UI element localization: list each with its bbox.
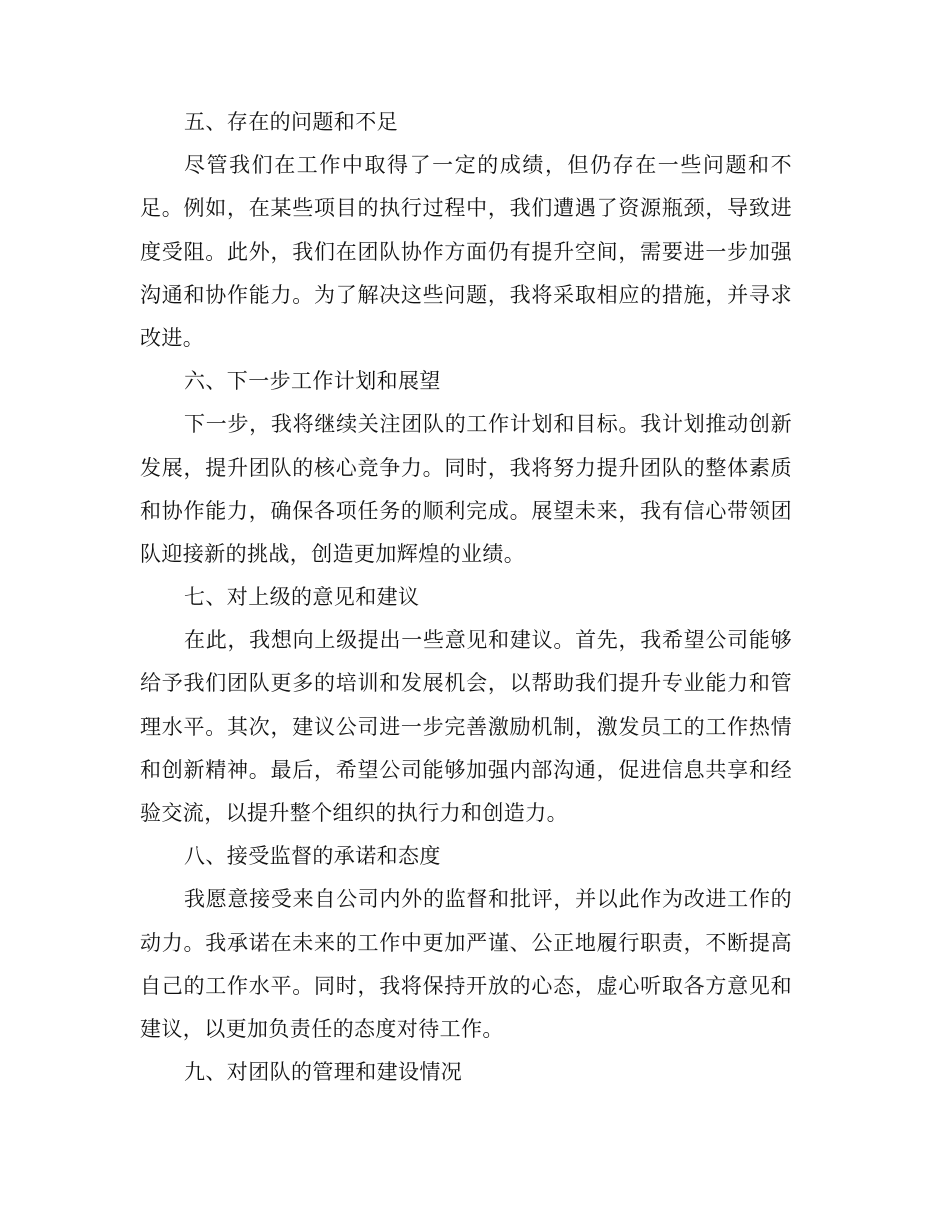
paragraph-line: 沟通和协作能力。为了解决这些问题，我将采取相应的措施，并寻求 — [140, 282, 792, 307]
paragraph-line: 度受阻。此外，我们在团队协作方面仍有提升空间，需要进一步加强 — [140, 239, 792, 264]
paragraph-line: 足。例如，在某些项目的执行过程中，我们遭遇了资源瓶颈，导致进 — [140, 196, 792, 221]
paragraph-line: 给予我们团队更多的培训和发展机会，以帮助我们提升专业能力和管 — [140, 671, 792, 696]
section-heading: 五、存在的问题和不足 — [184, 110, 398, 134]
section-heading: 七、对上级的意见和建议 — [184, 585, 420, 610]
paragraph-line: 和创新精神。最后，希望公司能够加强内部沟通，促进信息共享和经 — [140, 757, 792, 782]
paragraph-line: 我愿意接受来自公司内外的监督和批评，并以此作为改进工作的 — [184, 887, 792, 912]
paragraph-line: 尽管我们在工作中取得了一定的成绩，但仍存在一些问题和不 — [184, 153, 792, 178]
paragraph-line: 在此，我想向上级提出一些意见和建议。首先，我希望公司能够 — [184, 628, 792, 653]
paragraph-line: 下一步，我将继续关注团队的工作计划和目标。我计划推动创新 — [184, 412, 792, 437]
paragraph-line: 理水平。其次，建议公司进一步完善激励机制，激发员工的工作热情 — [140, 714, 792, 739]
section-heading: 八、接受监督的承诺和态度 — [184, 844, 441, 869]
paragraph-line: 队迎接新的挑战，创造更加辉煌的业绩。 — [140, 541, 526, 566]
paragraph-line: 和协作能力，确保各项任务的顺利完成。展望未来，我有信心带领团 — [140, 498, 792, 523]
section-heading: 六、下一步工作计划和展望 — [184, 369, 441, 394]
document-page — [140, 101, 792, 1094]
paragraph-line: 改进。 — [140, 325, 205, 350]
paragraph-line: 动力。我承诺在未来的工作中更加严谨、公正地履行职责，不断提高 — [140, 930, 792, 955]
paragraph-line: 自己的工作水平。同时，我将保持开放的心态，虚心听取各方意见和 — [140, 973, 792, 998]
section-heading: 九、对团队的管理和建设情况 — [184, 1060, 463, 1085]
paragraph-line: 建议，以更加负责任的态度对待工作。 — [140, 1016, 504, 1041]
paragraph-line: 发展，提升团队的核心竞争力。同时，我将努力提升团队的整体素质 — [140, 455, 792, 480]
paragraph-line: 验交流，以提升整个组织的执行力和创造力。 — [140, 801, 568, 825]
